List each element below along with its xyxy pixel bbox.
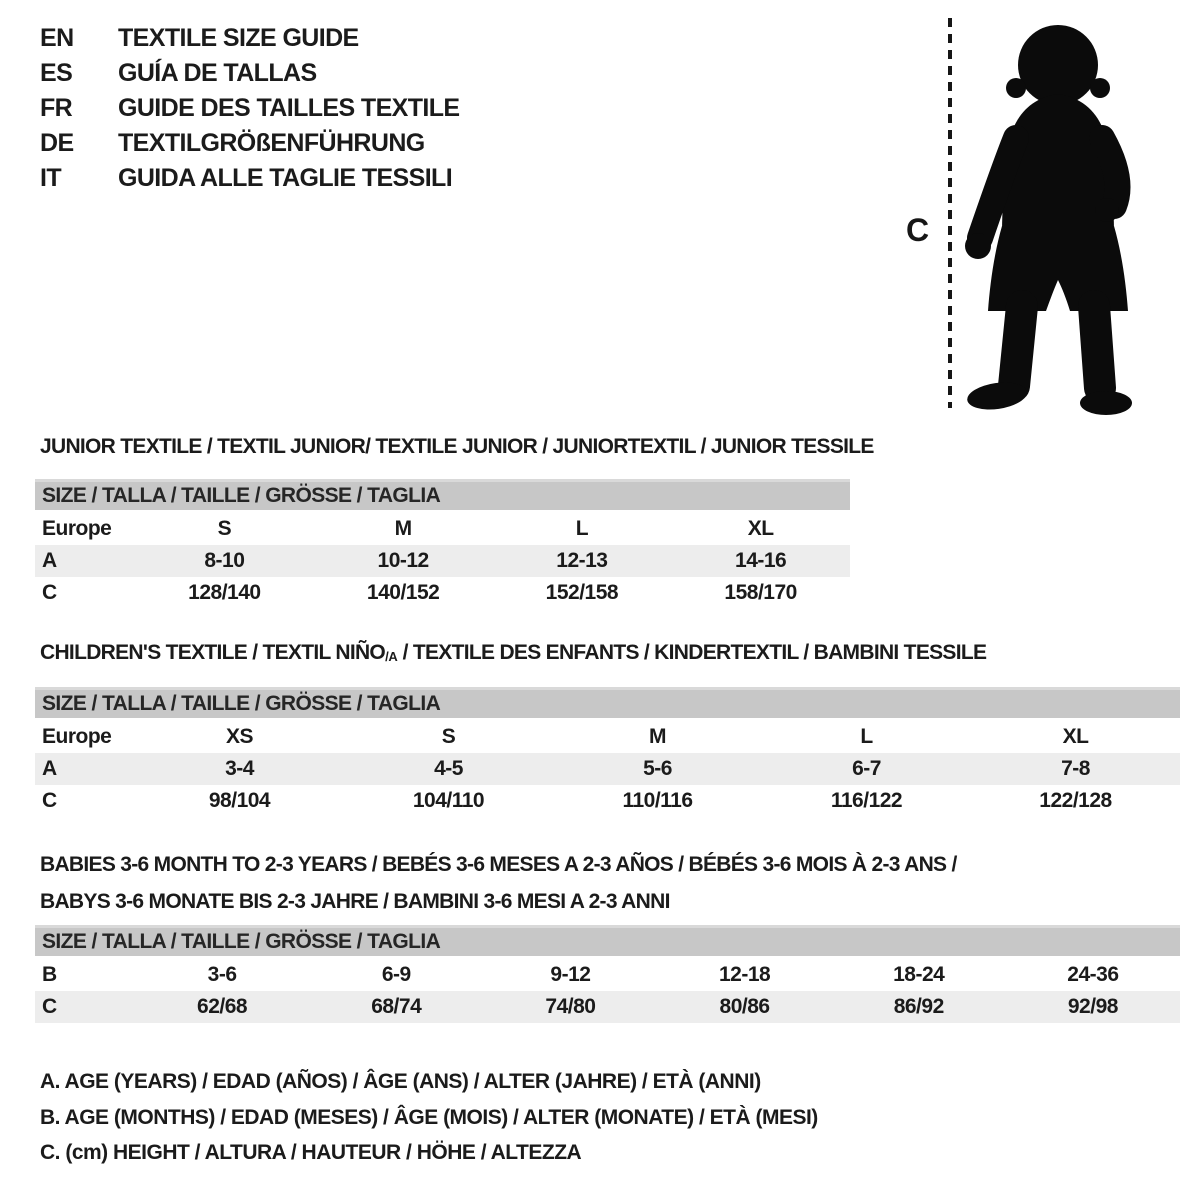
children-title-sub: /A	[385, 649, 398, 664]
cell: 12-18	[718, 963, 771, 986]
children-size-header-bar: SIZE / TALLA / TAILLE / GRÖSSE / TAGLIA	[35, 687, 1180, 718]
cell: S	[217, 517, 232, 540]
cell: 86/92	[893, 995, 944, 1018]
row-label: Europe	[42, 517, 112, 540]
babies-title-line1: BABIES 3-6 MONTH TO 2-3 YEARS / BEBÉS 3-6 MESES A 2-3 AÑOS / BÉBÉS 3-6 MOIS À 2-3 ANS /	[40, 853, 957, 876]
cell: 158/170	[724, 581, 797, 604]
cell: L	[575, 517, 589, 540]
cell: XS	[225, 725, 253, 748]
language-code: EN	[40, 24, 74, 52]
table-row	[35, 577, 850, 609]
cell: 128/140	[188, 581, 261, 604]
cell: XL	[747, 517, 774, 540]
cell: 152/158	[545, 581, 619, 604]
row-label: C	[42, 995, 57, 1018]
babies-title-line2: BABYS 3-6 MONATE BIS 2-3 JAHRE / BAMBINI 3-6 MESI A 2-3 ANNI	[40, 890, 670, 913]
legend-line-a: A. AGE (YEARS) / EDAD (AÑOS) / ÂGE (ANS) / ALTER (JAHRE) / ETÀ (ANNI)	[40, 1070, 761, 1093]
junior-table-title: JUNIOR TEXTILE / TEXTIL JUNIOR/ TEXTILE JUNIOR / JUNIORTEXTIL / JUNIOR TESSILE	[40, 435, 874, 458]
table-row	[35, 513, 850, 545]
cell: XL	[1062, 725, 1089, 748]
cell: 98/104	[208, 789, 271, 812]
row-label: C	[42, 581, 57, 604]
cell: 4-5	[434, 757, 463, 780]
height-c-label: C	[906, 212, 930, 248]
cell: 24-36	[1067, 963, 1119, 986]
cell: 3-6	[207, 963, 237, 986]
cell: 10-12	[377, 549, 429, 572]
cell: 6-7	[852, 757, 881, 780]
row-label: A	[42, 549, 57, 572]
measurement-legend	[40, 1064, 818, 1171]
cell: 12-13	[556, 549, 608, 572]
junior-size-table	[35, 479, 850, 609]
toddler-silhouette-icon	[965, 25, 1132, 415]
cell: L	[860, 725, 873, 748]
row-label: C	[42, 789, 57, 812]
legend-line-c: C. (cm) HEIGHT / ALTURA / HAUTEUR / HÖHE / ALTEZZA	[40, 1141, 582, 1164]
row-label: A	[42, 757, 57, 780]
babies-table-title	[40, 846, 957, 920]
cell: 62/68	[197, 995, 248, 1018]
children-title-prefix: CHILDREN'S TEXTILE / TEXTIL NIÑO	[40, 641, 386, 664]
language-code: ES	[40, 59, 73, 87]
cell: 14-16	[735, 549, 787, 572]
table-row	[35, 721, 1180, 753]
cell: 8-10	[204, 549, 245, 572]
cell: 92/98	[1067, 995, 1118, 1018]
language-title: GUIDE DES TAILLES TEXTILE	[118, 94, 460, 122]
toddler-height-figure	[900, 8, 1160, 420]
children-size-table	[35, 687, 1180, 817]
cell: 104/110	[412, 789, 485, 812]
language-title: TEXTILE SIZE GUIDE	[118, 24, 359, 52]
language-code: IT	[40, 164, 62, 192]
language-code: DE	[40, 129, 74, 157]
cell: 9-12	[550, 963, 591, 986]
table-row	[35, 545, 850, 577]
table-row	[35, 959, 1180, 991]
cell: 80/86	[719, 995, 770, 1018]
legend-line-b: B. AGE (MONTHS) / EDAD (MESES) / ÂGE (MOIS) / ALTER (MONATE) / ETÀ (MESI)	[40, 1105, 818, 1129]
children-table-title	[40, 642, 986, 663]
language-code: FR	[40, 94, 73, 122]
junior-size-header-bar: SIZE / TALLA / TAILLE / GRÖSSE / TAGLIA	[35, 479, 850, 510]
cell: 110/116	[622, 789, 693, 812]
cell: 116/122	[830, 789, 903, 812]
babies-size-header-bar: SIZE / TALLA / TAILLE / GRÖSSE / TAGLIA	[35, 925, 1180, 956]
cell: 68/74	[371, 995, 422, 1018]
cell: 3-4	[225, 757, 254, 780]
cell: 6-9	[381, 963, 411, 986]
children-title-suffix: / TEXTILE DES ENFANTS / KINDERTEXTIL / BAMBINI TESSILE	[397, 641, 987, 664]
cell: M	[649, 725, 666, 748]
cell: 5-6	[643, 757, 672, 780]
babies-size-table	[35, 925, 1180, 1023]
row-label: B	[42, 963, 57, 986]
language-title: GUIDA ALLE TAGLIE TESSILI	[118, 164, 453, 192]
cell: 7-8	[1061, 757, 1090, 780]
cell: 140/152	[366, 581, 440, 604]
language-title: TEXTILGRÖßENFÜHRUNG	[118, 129, 425, 157]
cell: S	[441, 725, 456, 748]
language-title: GUÍA DE TALLAS	[118, 59, 317, 87]
cell: 122/128	[1039, 789, 1112, 812]
cell: M	[394, 517, 412, 540]
table-row	[35, 785, 1180, 817]
row-label: Europe	[42, 725, 112, 748]
cell: 18-24	[893, 963, 945, 986]
language-title-list	[40, 26, 460, 191]
table-row	[35, 753, 1180, 785]
table-row	[35, 991, 1180, 1023]
cell: 74/80	[545, 995, 596, 1018]
